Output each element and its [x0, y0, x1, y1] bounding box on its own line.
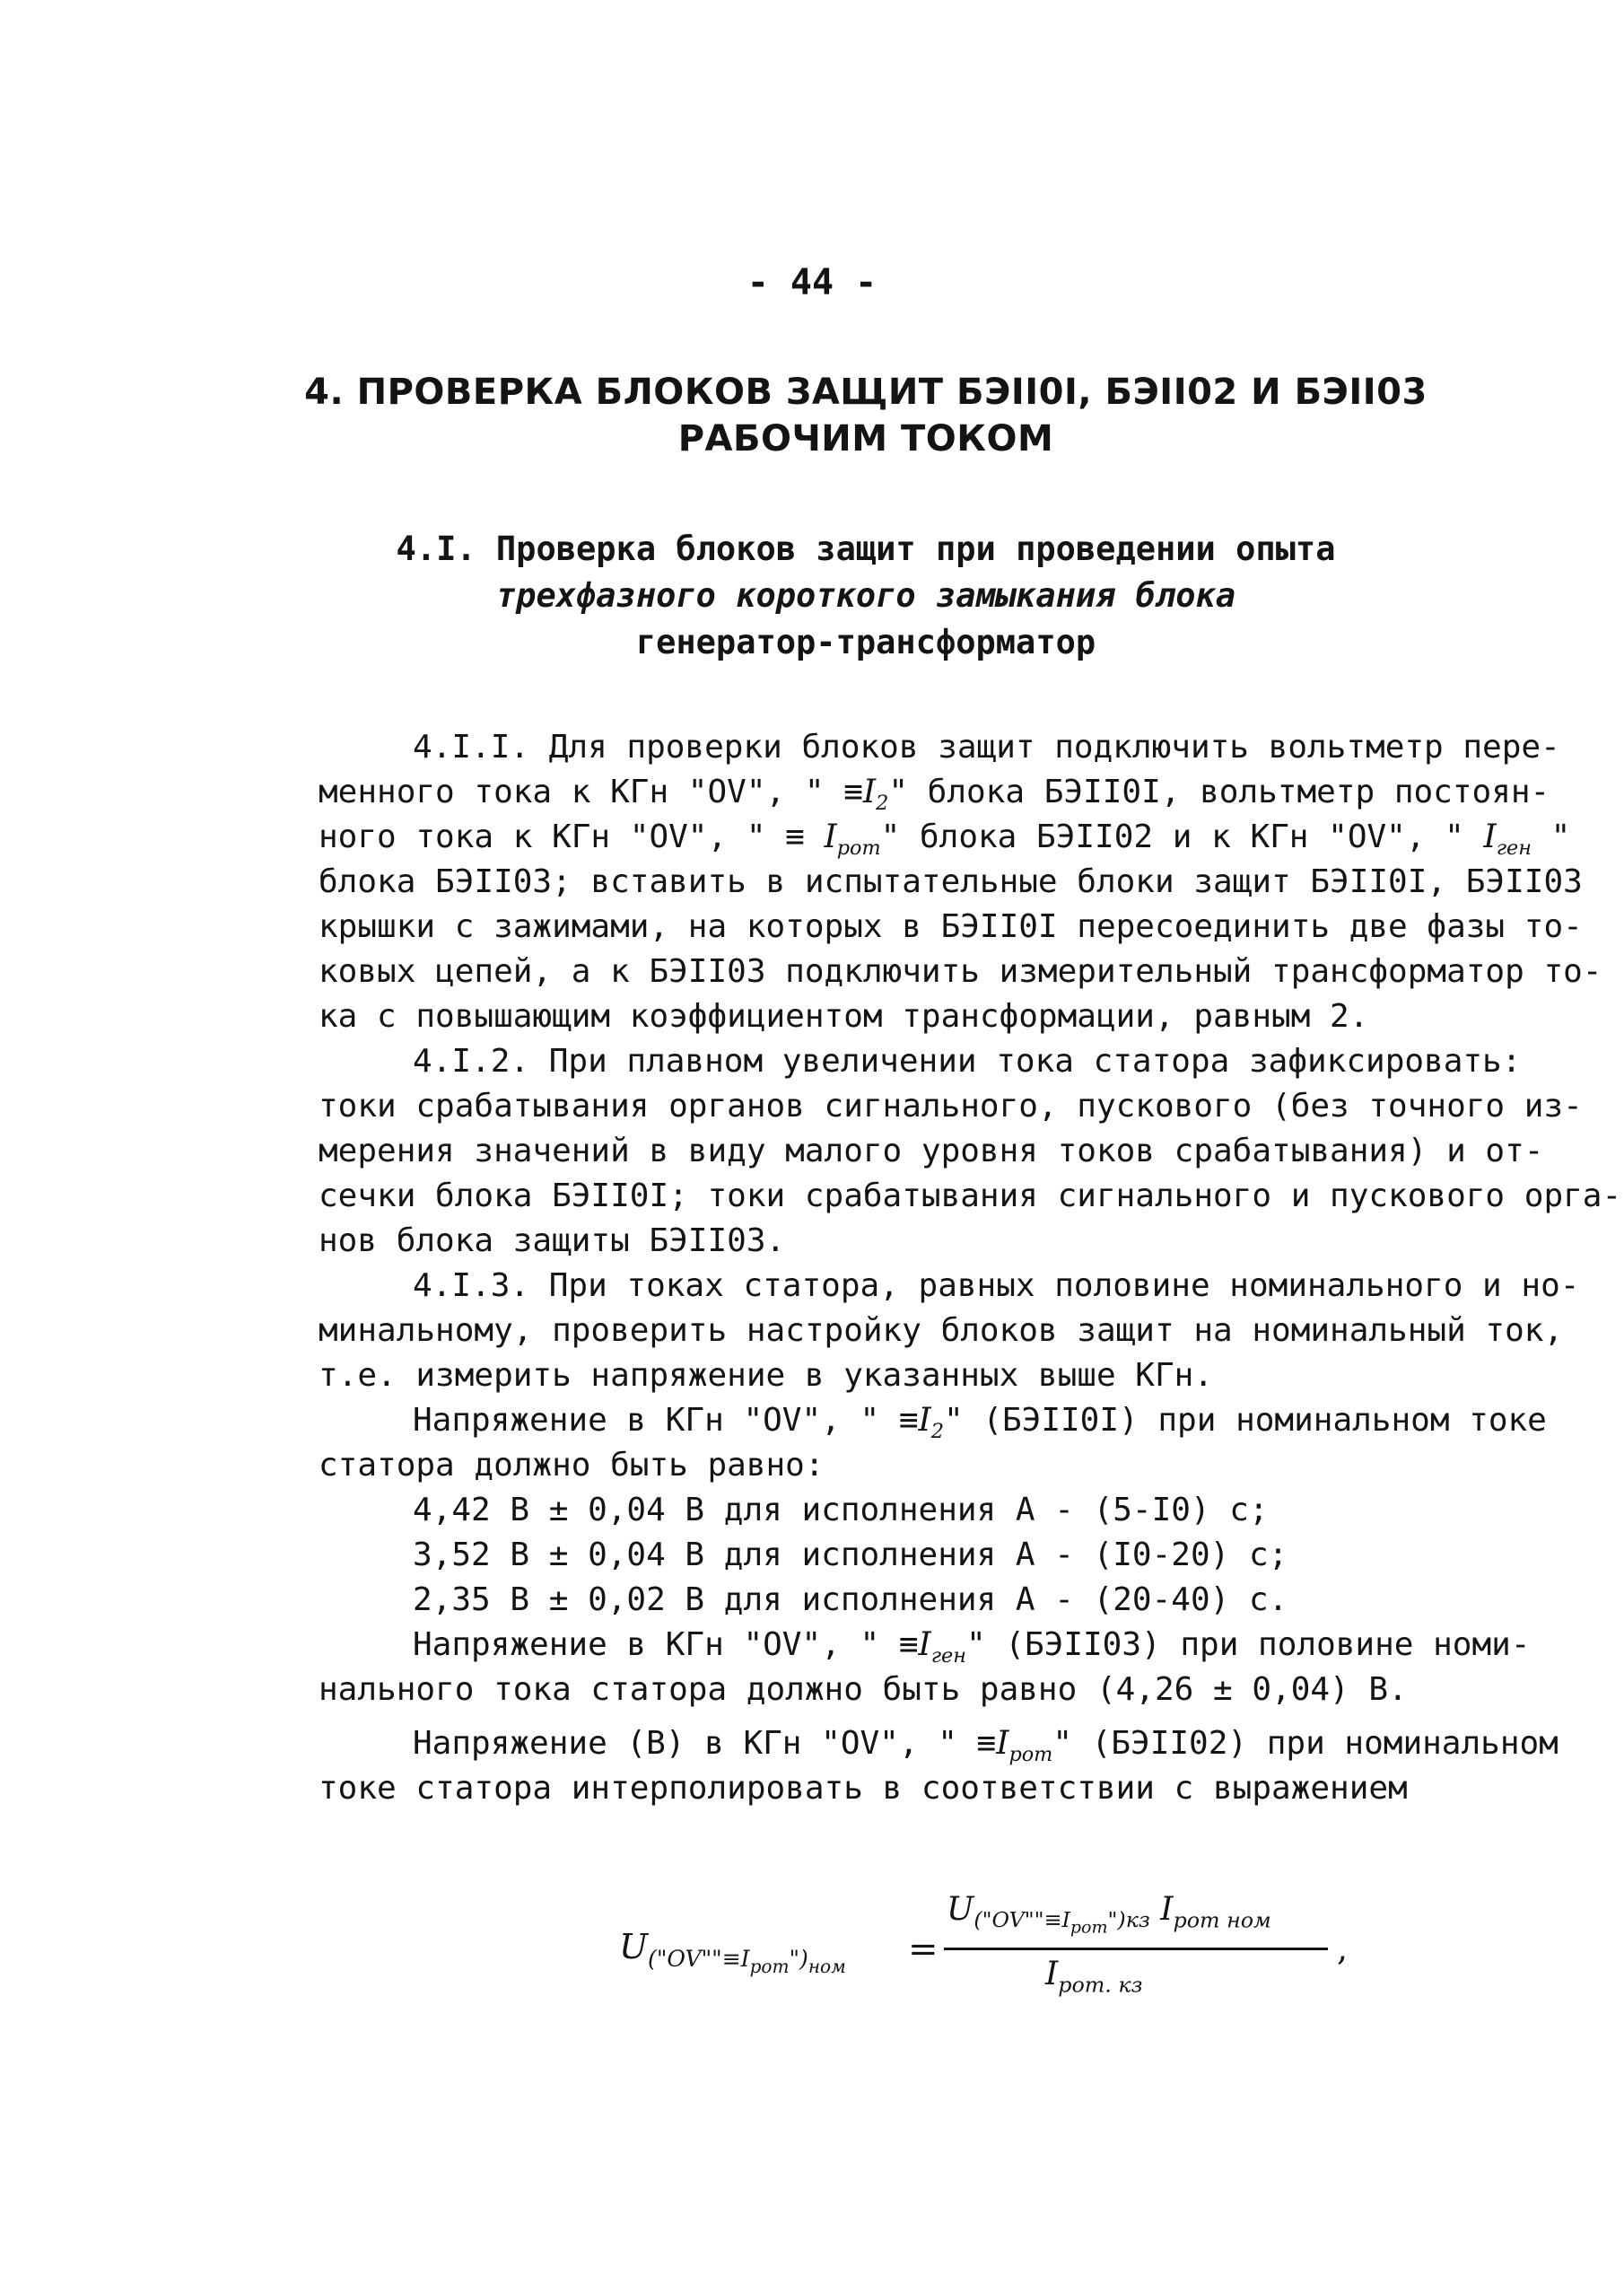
formula-num-sub2: рот — [1070, 1917, 1108, 1938]
formula-num-sub3: ")кз — [1107, 1907, 1150, 1933]
formula-lhs — [619, 1927, 846, 1977]
section-title-line1: 4. ПРОВЕРКА БЛОКОВ ЗАЩИТ БЭII0I, БЭII02 И БЭII03 — [304, 372, 1428, 413]
para6-line2: токе статора интерполировать в соответствии с выражением — [319, 1770, 1408, 1807]
formula-lhs-sub-c: рот — [749, 1955, 790, 1977]
var-I: I — [1483, 819, 1497, 855]
formula-num-var: U — [947, 1891, 974, 1928]
para1-line5: крышки с зажимами, на которых в БЭII0I пересоединить две фазы то- — [319, 908, 1583, 945]
para5-line1-text-b: " (БЭII03) при половине номи- — [965, 1626, 1531, 1663]
var-sub: 2 — [876, 791, 889, 815]
formula-lhs-sub-a: ("OV""≡ — [648, 1945, 741, 1972]
var-sub: ген — [1496, 836, 1532, 860]
para1-line2-text-b: " блока БЭII0I, вольтметр постоян- — [888, 774, 1550, 810]
subsection-title-line1: 4.I. Проверка блоков защит при проведении опыта — [396, 530, 1336, 568]
para2-line4: сечки блока БЭII0I; токи срабатывания сигнального и пускового орга- — [319, 1178, 1622, 1214]
para1-line2 — [319, 776, 1550, 813]
para2-line5: нов блока защиты БЭII03. — [319, 1222, 786, 1259]
section-title-line2: РАБОЧИМ ТОКОМ — [677, 418, 1054, 460]
para5-line1 — [413, 1626, 1531, 1668]
para6-line1 — [413, 1725, 1559, 1766]
formula-denominator — [1045, 1958, 1143, 1996]
var-sub: 2 — [930, 1419, 944, 1443]
para1-line6: ковых цепей, а к БЭII03 подключить измерительный трансформатор то- — [319, 953, 1602, 990]
var-I: I — [862, 774, 877, 810]
var-sub: рот — [1008, 1742, 1053, 1766]
formula-equals: = — [908, 1929, 939, 1970]
formula-numerator — [947, 1891, 1271, 1938]
var-sub: ген — [930, 1643, 966, 1668]
para2-line2: токи срабатывания органов сигнального, пускового (без точного из- — [319, 1088, 1583, 1125]
para1-line1: 4.I.I. Для проверки блоков защит подключить вольтметр пере- — [413, 729, 1560, 766]
para4-line1-text-a: Напряжение в КГн "OV", " ≡ — [413, 1402, 919, 1439]
para1-line3 — [319, 821, 1570, 858]
formula-tail: , — [1337, 1929, 1349, 1968]
var-I: I — [824, 819, 837, 855]
formula-den-sub: рот. кз — [1058, 1972, 1143, 1998]
para5-line2: нального тока статора должно быть равно (4,26 ± 0,04) В. — [319, 1671, 1408, 1708]
fraction-bar — [944, 1948, 1328, 1950]
para3-line3: т.е. измерить напряжение в указанных выше КГн. — [319, 1357, 1213, 1394]
interpolation-formula — [619, 1891, 1373, 1998]
voltage-item-3: 2,35 В ± 0,02 В для исполнения А - (20-40) с. — [413, 1581, 1288, 1618]
var-I: I — [918, 1626, 931, 1663]
formula-lhs-sub-d: ") — [789, 1945, 808, 1972]
voltage-item-2: 3,52 В ± 0,04 В для исполнения А - (I0-20) с; — [413, 1536, 1288, 1573]
para4-line1-text-b: " (БЭII0I) при номинальном токе — [943, 1402, 1547, 1439]
para1-line4: блока БЭII03; вставить в испытательные блоки защит БЭII0I, БЭII03 — [319, 863, 1583, 900]
para1-line7: ка с повышающим коэффициентом трансформации, равным 2. — [319, 998, 1369, 1035]
subsection-title-line3: генератор-трансформатор — [635, 623, 1096, 661]
para1-line3-text-a: ного тока к КГн "OV", " ≡ — [319, 819, 825, 855]
page-number: - 44 - — [747, 262, 877, 303]
para4-line2: статора должно быть равно: — [319, 1447, 825, 1484]
formula-num-sub4: рот ном — [1173, 1907, 1271, 1933]
var-sub: рот — [836, 836, 881, 860]
para3-line2: минальному, проверить настройку блоков защит на номинальный ток, — [319, 1312, 1564, 1349]
para3-line1: 4.I.3. При токах статора, равных половине номинального и но- — [413, 1267, 1580, 1304]
para6-line1-text-a: Напряжение (В) в КГн "OV", " ≡ — [413, 1725, 997, 1762]
formula-num-sub: ("OV""≡I — [974, 1907, 1070, 1933]
para1-line3-text-b: " блока БЭII02 и к КГн "OV", " — [880, 819, 1484, 855]
para2-line3: мерения значений в виду малого уровня токов срабатывания) и от- — [319, 1133, 1544, 1169]
var-I: I — [918, 1402, 931, 1439]
formula-lhs-sub-e: ном — [808, 1955, 846, 1977]
para1-line2-text-a: менного тока к КГн "OV", " ≡ — [319, 774, 863, 810]
formula-lhs-var: U — [619, 1927, 649, 1966]
formula-den-var: I — [1045, 1956, 1059, 1992]
para1-line3-text-c: " — [1531, 819, 1571, 855]
voltage-item-1: 4,42 В ± 0,04 В для исполнения А - (5-I0) с; — [413, 1492, 1269, 1528]
subsection-title-line2: трехфазного короткого замыкания блока — [495, 576, 1236, 615]
para6-line1-text-b: " (БЭII02) при номинальном — [1052, 1725, 1559, 1762]
para2-line1: 4.I.2. При плавном увеличении тока статора зафиксировать: — [413, 1043, 1522, 1080]
para5-line1-text-a: Напряжение в КГн "OV", " ≡ — [413, 1626, 919, 1663]
para4-line1 — [413, 1402, 1547, 1443]
formula-lhs-sub-b: I — [740, 1945, 750, 1972]
var-I: I — [996, 1725, 1009, 1762]
formula-num-var2: I — [1160, 1891, 1174, 1928]
